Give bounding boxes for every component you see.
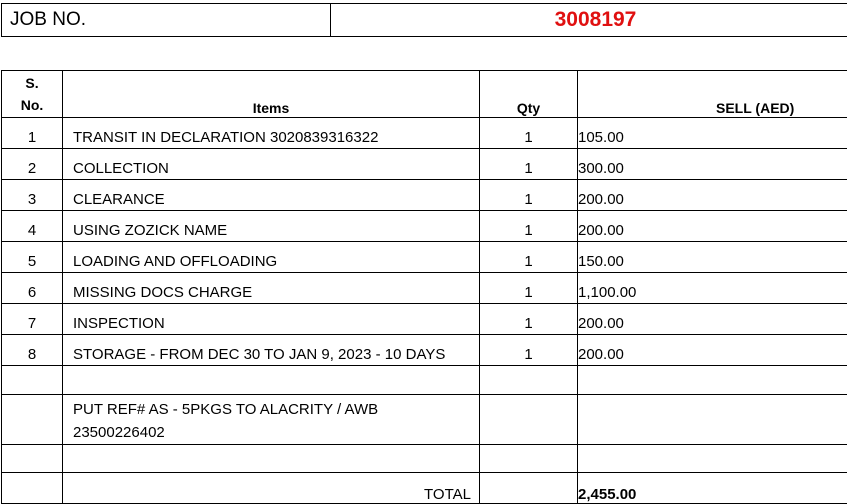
row-sell: 200.00	[578, 304, 847, 335]
blank-cell	[2, 473, 63, 504]
blank-cell	[480, 395, 578, 445]
blank-cell	[63, 445, 480, 473]
blank-cell	[2, 445, 63, 473]
table-row	[2, 273, 847, 304]
total-label: TOTAL	[63, 473, 480, 504]
items-table	[1, 70, 847, 504]
header-qty: Qty	[480, 71, 578, 118]
row-serial-number: 2	[2, 149, 63, 180]
row-sell: 200.00	[578, 180, 847, 211]
header-serial-number	[2, 71, 63, 118]
row-serial-number: 4	[2, 211, 63, 242]
table-row	[2, 304, 847, 335]
blank-cell	[63, 366, 480, 395]
row-item: COLLECTION	[63, 149, 480, 180]
job-number-value: 3008197	[331, 4, 847, 37]
total-value: 2,455.00	[578, 473, 847, 504]
row-qty: 1	[480, 304, 578, 335]
blank-cell	[480, 445, 578, 473]
row-item: LOADING AND OFFLOADING	[63, 242, 480, 273]
row-qty: 1	[480, 273, 578, 304]
row-qty: 1	[480, 211, 578, 242]
row-item: MISSING DOCS CHARGE	[63, 273, 480, 304]
row-item: USING ZOZICK NAME	[63, 211, 480, 242]
row-item: INSPECTION	[63, 304, 480, 335]
row-serial-number: 8	[2, 335, 63, 366]
table-row	[2, 335, 847, 366]
reference-note-line1: PUT REF# AS - 5PKGS TO ALACRITY / AWB	[73, 398, 479, 421]
table-row	[2, 211, 847, 242]
row-item: STORAGE - FROM DEC 30 TO JAN 9, 2023 - 10 DAYS	[63, 335, 480, 366]
total-row	[2, 473, 847, 504]
blank-row	[2, 445, 847, 473]
table-row	[2, 242, 847, 273]
blank-row	[2, 366, 847, 395]
blank-cell	[578, 445, 847, 473]
job-number-label: JOB NO.	[2, 4, 331, 37]
job-number-table	[1, 3, 847, 37]
row-serial-number: 1	[2, 118, 63, 149]
table-header-row	[2, 71, 847, 118]
blank-cell	[578, 366, 847, 395]
blank-cell	[480, 366, 578, 395]
row-serial-number: 3	[2, 180, 63, 211]
blank-cell	[2, 395, 63, 445]
row-sell: 300.00	[578, 149, 847, 180]
row-qty: 1	[480, 118, 578, 149]
row-sell: 1,100.00	[578, 273, 847, 304]
row-sell: 200.00	[578, 335, 847, 366]
table-row	[2, 180, 847, 211]
row-serial-number: 7	[2, 304, 63, 335]
row-item: TRANSIT IN DECLARATION 3020839316322	[63, 118, 480, 149]
row-qty: 1	[480, 242, 578, 273]
reference-note-line2: 23500226402	[73, 421, 479, 444]
row-item: CLEARANCE	[63, 180, 480, 211]
table-row	[2, 118, 847, 149]
blank-cell	[480, 473, 578, 504]
blank-cell	[578, 395, 847, 445]
row-sell: 200.00	[578, 211, 847, 242]
row-serial-number: 6	[2, 273, 63, 304]
header-sell: SELL (AED)	[578, 71, 847, 118]
table-row	[2, 149, 847, 180]
header-items: Items	[63, 71, 480, 118]
header-serial-number-line2: No.	[2, 94, 62, 116]
blank-cell	[2, 366, 63, 395]
row-sell: 105.00	[578, 118, 847, 149]
row-qty: 1	[480, 180, 578, 211]
row-qty: 1	[480, 149, 578, 180]
row-serial-number: 5	[2, 242, 63, 273]
note-row	[2, 395, 847, 445]
row-qty: 1	[480, 335, 578, 366]
row-sell: 150.00	[578, 242, 847, 273]
reference-note	[63, 395, 480, 445]
header-serial-number-line1: S.	[2, 72, 62, 94]
